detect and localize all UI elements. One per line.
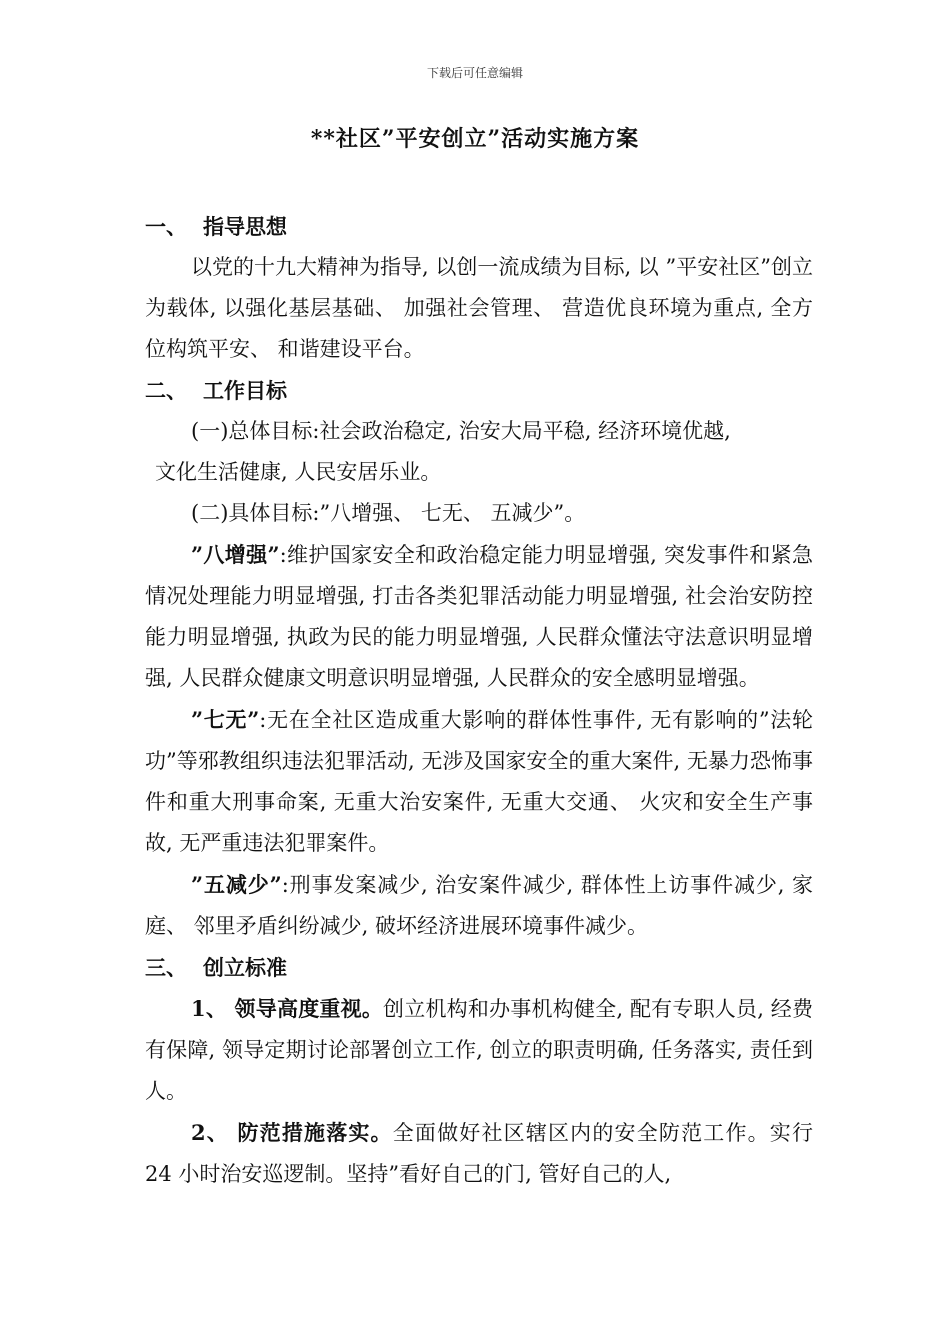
paragraph: (一)总体目标:社会政治稳定, 治安大局平稳, 经济环境优越, — [191, 419, 731, 443]
paragraph-wu-jianshao — [145, 864, 813, 947]
section-title: 指导思想 — [203, 214, 287, 239]
paragraph-text: :刑事发案减少, 治安案件减少, 群体性上访事件减少, 家庭、 邻里矛盾纠纷减少, 破坏经济进展环境事件减少。 — [145, 873, 814, 938]
list-item — [145, 988, 813, 1112]
paragraph: 以党的十九大精神为指导, 以创一流成绩为目标, 以 ”平安社区”创立为载体, 以强化基层基础、 加强社会管理、 营造优良环境为重点, 全方位构筑平安、 和谐建设平台。 — [145, 255, 813, 361]
bold-term: ”五减少” — [191, 872, 282, 897]
section-title: 工作目标 — [203, 378, 287, 403]
section-number: 一、 — [145, 214, 187, 239]
paragraph-text: :维护国家安全和政治稳定能力明显增强, 突发事件和紧急情况处理能力明显增强, 打击各类犯罪活动能力明显增强, 社会治安防控能力明显增强, 执政为民的能力明显增强, 人民群众懂法守法意识明显增强, 人民群众健康文明意识明显增强, 人民群众的安全感明显增强。 — [145, 543, 813, 690]
bold-term: ”八增强” — [191, 542, 280, 567]
section-heading-2 — [145, 370, 813, 411]
paragraph-text: 创立机构和办事机构健全, 配有专职人员, 经费有保障, 领导定期讨论部署创立工作, 创立的职责明确, 任务落实, 责任到人。 — [145, 997, 813, 1103]
bold-term: ”七无” — [191, 707, 260, 732]
section-title: 创立标准 — [203, 955, 287, 980]
section-number: 三、 — [145, 955, 187, 980]
page-title: **社区”平安创立”活动实施方案 — [310, 126, 640, 152]
section-heading-3 — [145, 947, 813, 988]
document-body — [145, 206, 813, 1195]
list-item — [145, 1112, 813, 1195]
section-number: 二、 — [145, 378, 187, 403]
paragraph: (二)具体目标:”八增强、 七无、 五减少”。 — [191, 501, 586, 525]
paragraph-qi-wu — [145, 699, 813, 864]
paragraph: 文化生活健康, 人民安居乐业。 — [155, 460, 442, 484]
bold-term: 2、 防范措施落实。 — [191, 1120, 393, 1145]
header-note: 下载后可任意编辑 — [426, 66, 523, 80]
paragraph-ba-zengqiang — [145, 534, 813, 699]
bold-term: 1、 领导高度重视。 — [191, 996, 384, 1021]
section-heading-1 — [145, 206, 813, 247]
paragraph-text: :无在全社区造成重大影响的群体性事件, 无有影响的”法轮功”等邪教组织违法犯罪活动, 无涉及国家安全的重大案件, 无暴力恐怖事件和重大刑事命案, 无重大治安案件, 无重大交通、 火灾和安全生产事故, 无严重违法犯罪案件。 — [145, 708, 813, 855]
paragraph-text: 全面做好社区辖区内的安全防范工作。实行 24 小时治安巡逻制。坚持”看好自己的门, 管好自己的人, — [145, 1121, 813, 1186]
